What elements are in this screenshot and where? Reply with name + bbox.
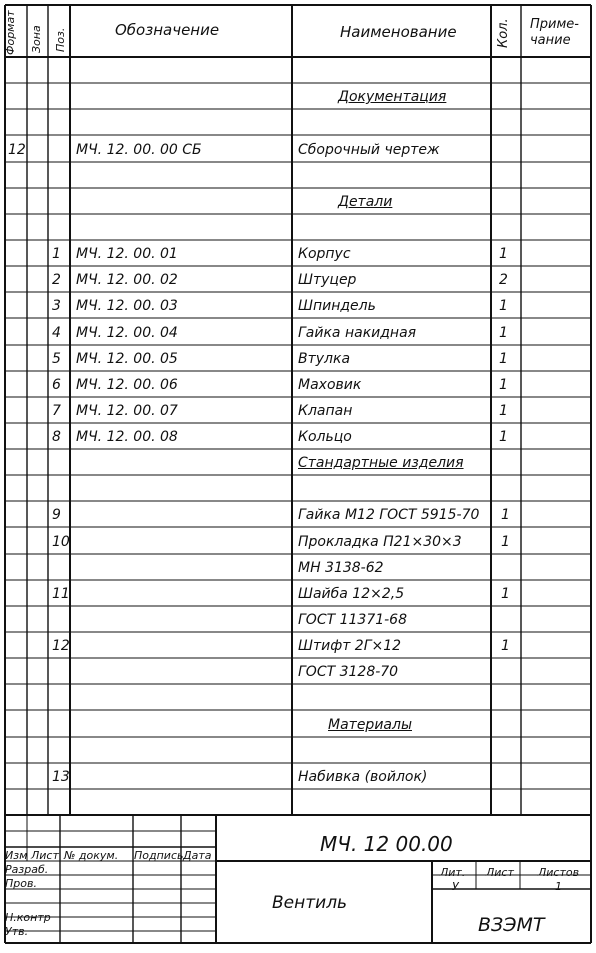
part-qty: 1	[499, 298, 508, 314]
part-name: Штуцер	[298, 272, 357, 288]
part-qty: 2	[499, 272, 508, 288]
part-designation: МЧ. 12. 00. 04	[76, 325, 178, 341]
header-zone: Зона	[30, 25, 43, 53]
material-pos: 13	[52, 769, 70, 785]
standard-name: МН 3138-62	[298, 560, 384, 576]
assembly-name: Сборочный чертеж	[298, 142, 440, 158]
tb-row-developed: Разраб.	[5, 863, 49, 876]
part-name: Клапан	[298, 403, 353, 419]
header-name: Наименование	[340, 23, 457, 41]
standard-pos: 10	[52, 534, 70, 550]
standard-name: ГОСТ 3128-70	[298, 664, 399, 680]
standard-name: Гайка М12 ГОСТ 5915-70	[298, 507, 480, 523]
section-standard: Стандартные изделия	[298, 455, 464, 471]
part-pos: 4	[52, 325, 61, 341]
part-name: Кольцо	[298, 429, 352, 445]
part-designation: МЧ. 12. 00. 06	[76, 377, 178, 393]
part-pos: 8	[52, 429, 61, 445]
tb-sheets-label: Листов	[538, 866, 580, 879]
part-qty: 1	[499, 377, 508, 393]
part-pos: 3	[52, 298, 61, 314]
part-designation: МЧ. 12. 00. 05	[76, 351, 178, 367]
tb-doc-number: МЧ. 12 00.00	[320, 832, 453, 856]
standard-qty: 1	[501, 638, 510, 654]
part-name: Втулка	[298, 351, 351, 367]
standard-name: ГОСТ 11371-68	[298, 612, 407, 628]
part-qty: 1	[499, 351, 508, 367]
standard-pos: 11	[52, 586, 70, 602]
part-designation: МЧ. 12. 00. 01	[76, 246, 178, 262]
assembly-format: 12	[8, 142, 26, 158]
header-note-line2: чание	[530, 33, 571, 48]
part-pos: 2	[52, 272, 61, 288]
part-name: Шпиндель	[298, 298, 376, 314]
tb-col-doc: № докум.	[64, 849, 119, 862]
standard-qty: 1	[501, 507, 510, 523]
tb-row-approved: Утв.	[5, 925, 29, 938]
tb-sheet-label: Лист	[486, 866, 514, 879]
tb-col-sign: Подпись	[134, 849, 184, 862]
part-qty: 1	[499, 325, 508, 341]
part-pos: 5	[52, 351, 61, 367]
assembly-designation: МЧ. 12. 00. 00 СБ	[76, 142, 202, 158]
part-qty: 1	[499, 403, 508, 419]
tb-product-name: Вентиль	[272, 893, 348, 913]
header-format: Формат	[4, 10, 17, 55]
tb-col-date: Дата	[183, 849, 212, 862]
standard-name: Штифт 2Г×12	[298, 638, 402, 654]
part-pos: 6	[52, 377, 61, 393]
tb-organization: ВЗЭМТ	[478, 914, 545, 936]
standard-qty: 1	[501, 534, 510, 550]
part-designation: МЧ. 12. 00. 08	[76, 429, 178, 445]
header-note-line1: Приме-	[530, 17, 579, 32]
part-designation: МЧ. 12. 00. 03	[76, 298, 178, 314]
header-pos: Поз.	[54, 27, 67, 52]
tb-lit-value: У	[452, 880, 459, 893]
part-designation: МЧ. 12. 00. 07	[76, 403, 178, 419]
header-designation: Обозначение	[115, 21, 220, 39]
tb-row-checked: Пров.	[5, 877, 37, 890]
standard-name: Шайба 12×2,5	[298, 586, 405, 602]
part-name: Маховик	[298, 377, 362, 393]
standard-pos: 12	[52, 638, 70, 654]
header-qty: Кол.	[496, 18, 511, 48]
tb-lit-label: Лит.	[440, 866, 466, 879]
section-materials: Материалы	[328, 717, 412, 733]
standard-pos: 9	[52, 507, 61, 523]
standard-qty: 1	[501, 586, 510, 602]
section-documentation: Документация	[338, 89, 447, 105]
tb-col-izm: Изм	[5, 849, 28, 862]
part-designation: МЧ. 12. 00. 02	[76, 272, 178, 288]
tb-sheets-value: 1	[555, 880, 562, 893]
part-name: Корпус	[298, 246, 351, 262]
tb-row-norm: Н.контр	[5, 911, 51, 924]
section-details: Детали	[338, 194, 393, 210]
part-pos: 1	[52, 246, 61, 262]
part-qty: 1	[499, 429, 508, 445]
material-name: Набивка (войлок)	[298, 769, 428, 785]
part-pos: 7	[52, 403, 61, 419]
standard-name: Прокладка П21×30×3	[298, 534, 462, 550]
tb-col-list: Лист	[31, 849, 59, 862]
part-name: Гайка накидная	[298, 325, 417, 341]
part-qty: 1	[499, 246, 508, 262]
